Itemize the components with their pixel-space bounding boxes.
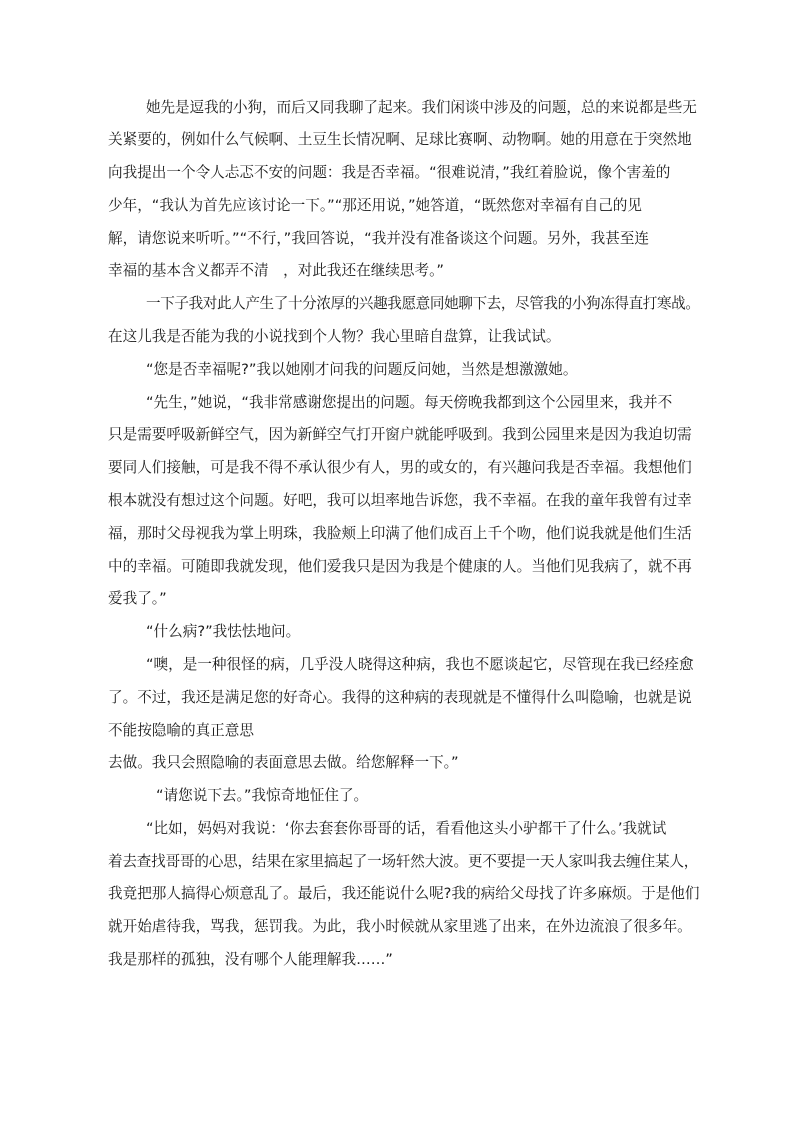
text-line: 我是那样的孤独，没有哪个人能理解我……” — [108, 951, 393, 968]
text-line: 福，那时父母视我为掌上明珠，我脸颊上印满了他们成百上千个吻，他们说我就是他们生活 — [108, 525, 692, 542]
text-line: 一下子我对此人产生了十分浓厚的兴趣我愿意同她聊下去，尽管我的小狗冻得直打寒战。 — [146, 295, 700, 312]
text-line: 根本就没有想过这个问题。好吧，我可以坦率地告诉您，我不幸福。在我的童年我曾有过幸 — [108, 492, 692, 509]
text-line: 不能按隐喻的真正意思 — [108, 722, 254, 739]
text-line: 着去查找哥哥的心思，结果在家里搞起了一场轩然大波。更不要提一天人家叫我去缠住某人， — [108, 853, 699, 870]
text-line: 关紧要的，例如什么气候啊、土豆生长情况啊、足球比赛啊、动物啊。她的用意在于突然地 — [108, 131, 692, 148]
text-line: “噢，是一种很怪的病，几乎没人晓得这种病，我也不愿谈起它，尽管现在我已经痊愈 — [146, 656, 694, 673]
text-line: 我竟把那人搞得心烦意乱了。最后，我还能说什么呢?我的病给父母找了许多麻烦。于是他们 — [108, 885, 700, 902]
text-line: 去做。我只会照隐喻的表面意思去做。给您解释一下。” — [108, 754, 459, 771]
text-line: 向我提出一个令人忐忑不安的问题：我是否幸福。“很难说清，”我红着脸说，像个害羞的 — [108, 164, 671, 181]
text-line: 就开始虐待我，骂我，惩罚我。为此，我小时候就从家里逃了出来，在外边流浪了很多年。 — [108, 918, 692, 935]
text-line: 少年，“我认为首先应该讨论一下。”“那还用说，”她答道，“既然您对幸福有自己的见 — [108, 197, 642, 214]
text-line: 只是需要呼吸新鲜空气，因为新鲜空气打开窗户就能呼吸到。我到公园里来是因为我迫切需 — [108, 426, 692, 443]
text-line: 在这儿我是否能为我的小说找到个人物？我心里暗自盘算，让我试试。 — [108, 328, 561, 345]
text-line: 她先是逗我的小狗，而后又同我聊了起来。我们闲谈中涉及的问题，总的来说都是些无 — [146, 99, 697, 116]
text-line: “比如，妈妈对我说：‘你去套套你哥哥的话，看看他这头小驴都干了什么。’我就试 — [146, 820, 667, 837]
text-line: “先生，”她说，“我非常感谢您提出的问题。每天傍晚我都到这个公园里来，我并不 — [146, 394, 673, 411]
text-line: 爱我了。” — [108, 590, 167, 607]
text-line: 幸福的基本含义都弄不清 ，对此我还在继续思考。” — [108, 262, 444, 279]
text-line: 解，请您说来听听。”“不行，”我回答说，“我并没有准备谈这个问题。另外，我甚至连 — [108, 230, 650, 247]
text-line: “您是否幸福呢?”我以她刚才问我的问题反问她，当然是想激激她。 — [146, 361, 578, 378]
text-line: 中的幸福。可随即我就发现，他们爱我只是因为我是个健康的人。当他们见我病了，就不再 — [108, 558, 692, 575]
text-line: “什么病?”我怯怯地问。 — [146, 623, 301, 640]
text-line: 要同人们接触，可是我不得不承认很少有人，男的或女的，有兴趣问我是否幸福。我想他们 — [108, 459, 692, 476]
text-line: “请您说下去。”我惊奇地怔住了。 — [156, 787, 369, 804]
text-line: 了。不过，我还是满足您的好奇心。我得的这种病的表现就是不懂得什么叫隐喻，也就是说 — [108, 689, 692, 706]
